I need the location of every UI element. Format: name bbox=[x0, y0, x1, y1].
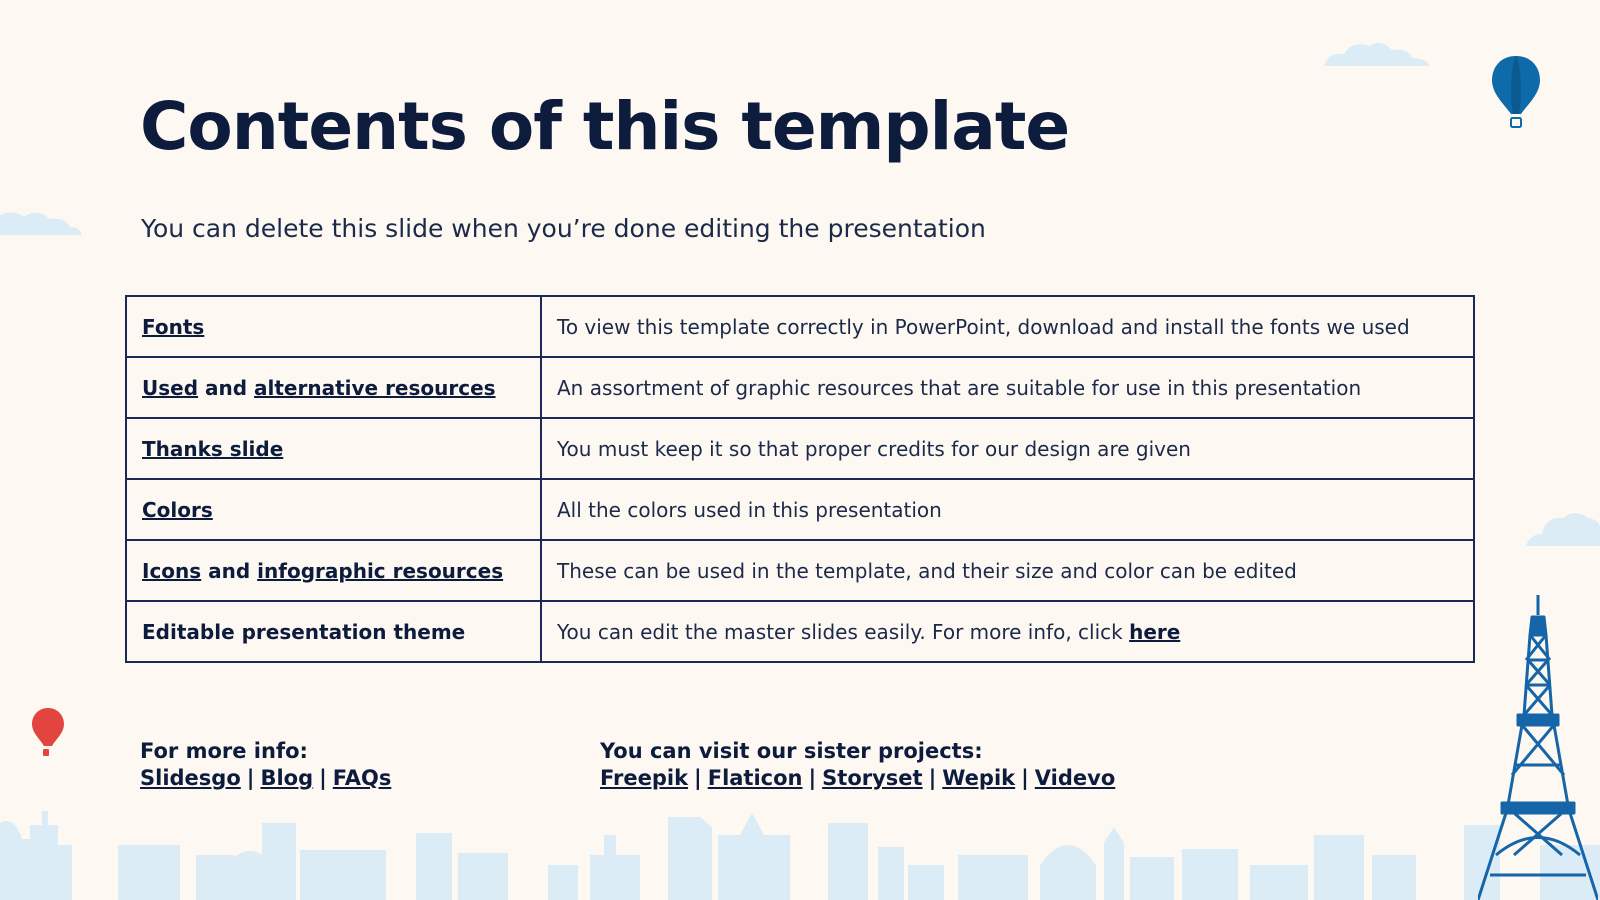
separator: | bbox=[1021, 766, 1029, 790]
alternative-resources-link[interactable]: alternative resources bbox=[254, 375, 496, 400]
hot-air-balloon-icon bbox=[1490, 54, 1542, 134]
videvo-link[interactable]: Videvo bbox=[1034, 766, 1116, 790]
eiffel-tower-icon bbox=[1478, 595, 1598, 900]
thanks-slide-link[interactable]: Thanks slide bbox=[142, 436, 284, 461]
table-cell-topic bbox=[126, 479, 541, 540]
table-cell-topic bbox=[126, 601, 541, 662]
cell-text: All the colors used in this presentation bbox=[557, 497, 942, 522]
separator: | bbox=[808, 766, 817, 790]
infographic-resources-link[interactable]: infographic resources bbox=[257, 558, 504, 583]
table-cell-description bbox=[541, 540, 1474, 601]
icons-link[interactable]: Icons bbox=[142, 558, 202, 583]
cloud-icon bbox=[0, 205, 82, 237]
table-row bbox=[126, 357, 1474, 418]
table-cell-topic bbox=[126, 357, 541, 418]
blog-link[interactable]: Blog bbox=[260, 766, 314, 790]
table-row bbox=[126, 296, 1474, 357]
table-cell-topic bbox=[126, 540, 541, 601]
page-title: Contents of this template bbox=[140, 88, 1070, 165]
separator: | bbox=[694, 766, 702, 790]
fonts-link[interactable]: Fonts bbox=[142, 314, 205, 339]
cloud-icon bbox=[1526, 508, 1600, 548]
slidesgo-link[interactable]: Slidesgo bbox=[140, 766, 241, 790]
cell-text: and bbox=[198, 375, 255, 400]
table-row bbox=[126, 540, 1474, 601]
table-cell-topic bbox=[126, 418, 541, 479]
table-cell-description bbox=[541, 296, 1474, 357]
cell-text: These can be used in the template, and their size and color can be edited bbox=[557, 558, 1297, 583]
footer-links bbox=[140, 765, 391, 792]
table-row bbox=[126, 479, 1474, 540]
table-cell-description bbox=[541, 479, 1474, 540]
colors-link[interactable]: Colors bbox=[142, 497, 213, 522]
page-subtitle: You can delete this slide when you’re done editing the presentation bbox=[141, 214, 986, 243]
footer-heading: For more info: bbox=[140, 739, 308, 763]
city-skyline bbox=[0, 805, 1600, 900]
table-cell-description bbox=[541, 601, 1474, 662]
table-cell-topic bbox=[126, 296, 541, 357]
table-cell-description bbox=[541, 357, 1474, 418]
faqs-link[interactable]: FAQs bbox=[332, 766, 392, 790]
footer-more-info bbox=[140, 738, 391, 792]
storyset-link[interactable]: Storyset bbox=[822, 766, 923, 790]
table-row bbox=[126, 601, 1474, 662]
hot-air-balloon-icon bbox=[31, 707, 65, 759]
cell-text: You can edit the master slides easily. For more info, click bbox=[557, 619, 1130, 644]
cell-text: To view this template correctly in PowerPoint, download and install the fonts we used bbox=[557, 314, 1410, 339]
table-row bbox=[126, 418, 1474, 479]
contents-table bbox=[125, 295, 1475, 663]
separator: | bbox=[246, 766, 255, 790]
table-cell-description bbox=[541, 418, 1474, 479]
cell-text: An assortment of graphic resources that are suitable for use in this presentation bbox=[557, 375, 1362, 400]
flaticon-link[interactable]: Flaticon bbox=[707, 766, 803, 790]
here-link[interactable]: here bbox=[1129, 619, 1181, 644]
wepik-link[interactable]: Wepik bbox=[942, 766, 1016, 790]
freepik-link[interactable]: Freepik bbox=[600, 766, 689, 790]
cell-text: You must keep it so that proper credits for our design are given bbox=[557, 436, 1191, 461]
separator: | bbox=[928, 766, 937, 790]
cell-text: and bbox=[201, 558, 258, 583]
cloud-icon bbox=[1322, 38, 1432, 68]
footer-sister-projects bbox=[600, 738, 1115, 792]
separator: | bbox=[319, 766, 327, 790]
used-link[interactable]: Used bbox=[142, 375, 199, 400]
cell-text: Editable presentation theme bbox=[142, 619, 466, 644]
footer-links bbox=[600, 765, 1115, 792]
footer-heading: You can visit our sister projects: bbox=[600, 739, 983, 763]
